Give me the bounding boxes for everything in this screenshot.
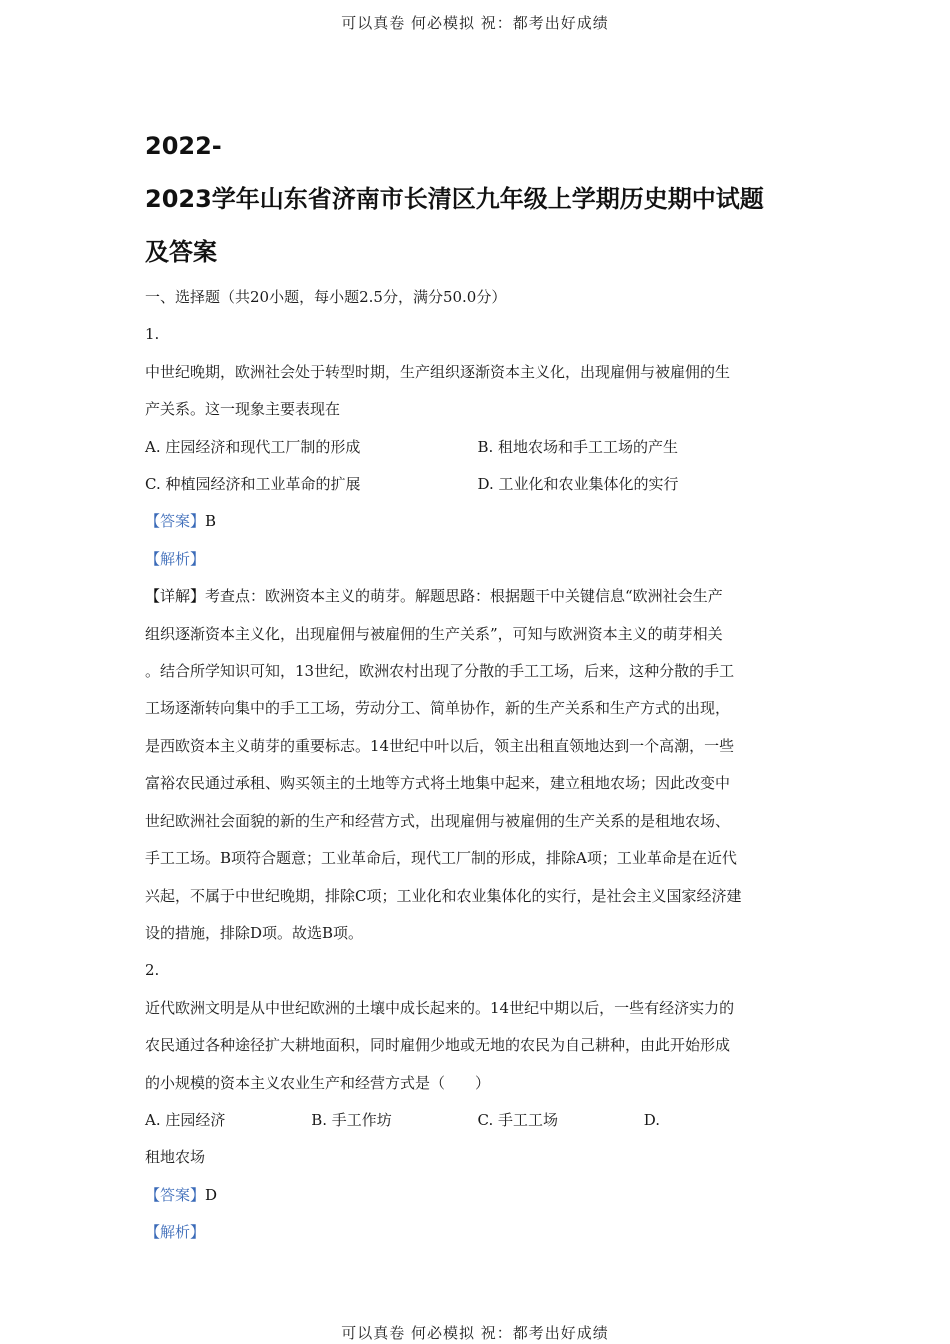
analysis-tag: 【解析】 <box>145 1223 206 1242</box>
question-2-stem <box>145 990 810 1102</box>
stem-line: 产关系。这一现象主要表现在 <box>145 400 341 419</box>
detail-tag: 【详解】 <box>145 587 206 606</box>
section-heading: 一、选择题（共20小题，每小题2.5分，满分50.0分） <box>145 288 507 306</box>
stem-line: 近代欧洲文明是从中世纪欧洲的土壤中成长起来的。14世纪中期以后，一些有经济实力的 <box>145 998 735 1017</box>
question-2-number: 2. <box>145 961 160 980</box>
answer-value: B <box>205 512 217 531</box>
question-1-options-row-1 <box>145 429 810 466</box>
question-1-number: 1. <box>145 325 160 344</box>
question-1-options-row-2 <box>145 466 810 503</box>
option-a: A. 庄园经济 <box>145 1110 226 1129</box>
page-footer: 可以真卷 何必模拟 祝：都考出好成绩 <box>341 1324 609 1342</box>
stem-line: 农民通过各种途径扩大耕地面积，同时雇佣少地或无地的农民为自己耕种，由此开始形成 <box>145 1036 731 1055</box>
analysis-tag: 【解析】 <box>145 549 206 568</box>
title-line-1: 2022- <box>145 132 222 160</box>
option-d: D. 工业化和农业集体化的实行 <box>477 475 679 494</box>
option-c: C. 种植园经济和工业革命的扩展 <box>145 475 361 494</box>
option-d-text: 租地农场 <box>145 1148 206 1167</box>
detail-line: 设的措施，排除D项。故选B项。 <box>145 923 364 942</box>
option-b: B. 手工作坊 <box>311 1110 392 1129</box>
stem-line: 的小规模的资本主义农业生产和经营方式是（ ） <box>145 1073 491 1092</box>
detail-line: 手工工场。B项符合题意；工业革命后，现代工厂制的形成，排除A项；工业革命是在近代 <box>145 849 737 868</box>
detail-line: 世纪欧洲社会面貌的新的生产和经营方式，出现雇佣与被雇佣的生产关系的是租地农场、 <box>145 811 731 830</box>
question-1-stem <box>145 354 810 429</box>
stem-line: 中世纪晚期，欧洲社会处于转型时期，生产组织逐渐资本主义化，出现雇佣与被雇佣的生 <box>145 362 731 381</box>
answer-value: D <box>205 1185 218 1204</box>
page-header: 可以真卷 何必模拟 祝：都考出好成绩 <box>341 14 609 32</box>
question-1-detail <box>145 578 810 952</box>
question-1-answer <box>145 503 810 540</box>
title-line-2: 2023学年山东省济南市长清区九年级上学期历史期中试题 <box>145 185 764 213</box>
option-d: D. <box>643 1110 661 1129</box>
detail-line <box>145 578 810 615</box>
document-title <box>145 120 810 279</box>
detail-line: 工场逐渐转向集中的手工工场，劳动分工、简单协作，新的生产关系和生产方式的出现， <box>145 699 731 718</box>
answer-tag: 【答案】 <box>145 512 206 531</box>
question-1-analysis <box>145 541 810 578</box>
option-c: C. 手工工场 <box>477 1110 558 1129</box>
question-2-analysis <box>145 1214 810 1251</box>
option-a: A. 庄园经济和现代工厂制的形成 <box>145 437 361 456</box>
detail-line: 是西欧资本主义萌芽的重要标志。14世纪中叶以后，领主出租直领地达到一个高潮，一些 <box>145 736 735 755</box>
detail-line: 组织逐渐资本主义化，出现雇佣与被雇佣的生产关系”，可知与欧洲资本主义的萌芽相关 <box>145 624 723 643</box>
question-2-answer <box>145 1177 810 1214</box>
detail-line: 。结合所学知识可知，13世纪，欧洲农村出现了分散的手工工场，后来，这种分散的手工 <box>145 662 735 681</box>
detail-line: 兴起，不属于中世纪晚期，排除C项；工业化和农业集体化的实行，是社会主义国家经济建 <box>145 886 742 905</box>
option-b: B. 租地农场和手工工场的产生 <box>477 437 679 456</box>
question-2-options <box>145 1102 810 1139</box>
document-body <box>145 120 810 1252</box>
answer-tag: 【答案】 <box>145 1185 206 1204</box>
detail-text: 考查点：欧洲资本主义的萌芽。解题思路：根据题干中关键信息“欧洲社会生产 <box>205 587 723 606</box>
detail-line: 富裕农民通过承租、购买领主的土地等方式将土地集中起来，建立租地农场；因此改变中 <box>145 774 731 793</box>
title-line-3: 及答案 <box>145 238 217 266</box>
